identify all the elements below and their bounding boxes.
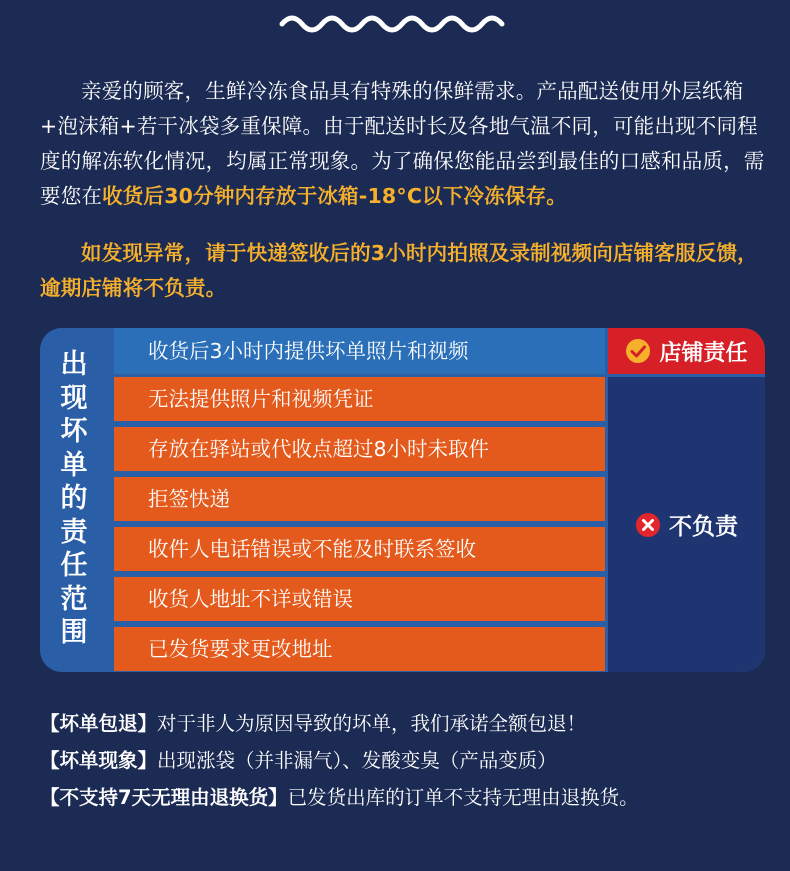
note-damaged-refund: 【坏单包退】对于非人为原因导致的坏单，我们承诺全额包退！ [40,712,587,735]
scope-row: 存放在驿站或代收点超过8小时未取件 [114,427,605,471]
scope-row: 收件人电话错误或不能及时联系签收 [114,527,605,571]
store-responsible-badge [608,328,765,374]
scope-row: 收货人地址不详或错误 [114,577,605,621]
policy-notes [40,705,780,816]
scope-row: 已发货要求更改地址 [114,627,605,671]
responsibility-scope-panel [40,328,765,672]
scope-row: 无法提供照片和视频凭证 [114,377,605,421]
scope-row-store-responsible: 收货后3小时内提供坏单照片和视频 [114,328,605,374]
note-damage-symptoms: 【坏单现象】出现涨袋（并非漏气）、发酸变臭（产品变质） [40,749,557,772]
not-responsible-badge [608,377,765,672]
scope-row: 拒签快递 [114,477,605,521]
scope-title: 出 现 坏 单 的 责 任 范 围 [40,328,108,672]
wave-decoration [278,6,512,36]
intro-paragraph: 亲爱的顾客，生鲜冷冻食品具有特殊的保鲜需求。产品配送使用外层纸箱+泡沫箱+若干冰袋多重保障。由于配送时长及各地气温不同，可能出现不同程度的解冻软化情况，均属正常现象。为了确保您能品尝到最佳的口感和品质，需要您在收货后30分钟内存放于冰箱-18°C以下冷冻保存。 [40,79,765,208]
warning-paragraph: 如发现异常，请于快递签收后的3小时内拍照及录制视频向店铺客服反馈，逾期店铺将不负责。 [40,241,758,300]
check-circle-icon [625,338,651,364]
not-responsible-label: 不负责 [669,514,738,540]
note-no-7day-return: 【不支持7天无理由退换货】已发货出库的订单不支持无理由退换货。 [40,786,639,809]
intro-highlight: 收货后30分钟内存放于冰箱-18°C以下冷冻保存。 [102,184,567,208]
store-responsible-label: 店铺责任 [659,340,748,366]
x-circle-icon [635,512,661,538]
